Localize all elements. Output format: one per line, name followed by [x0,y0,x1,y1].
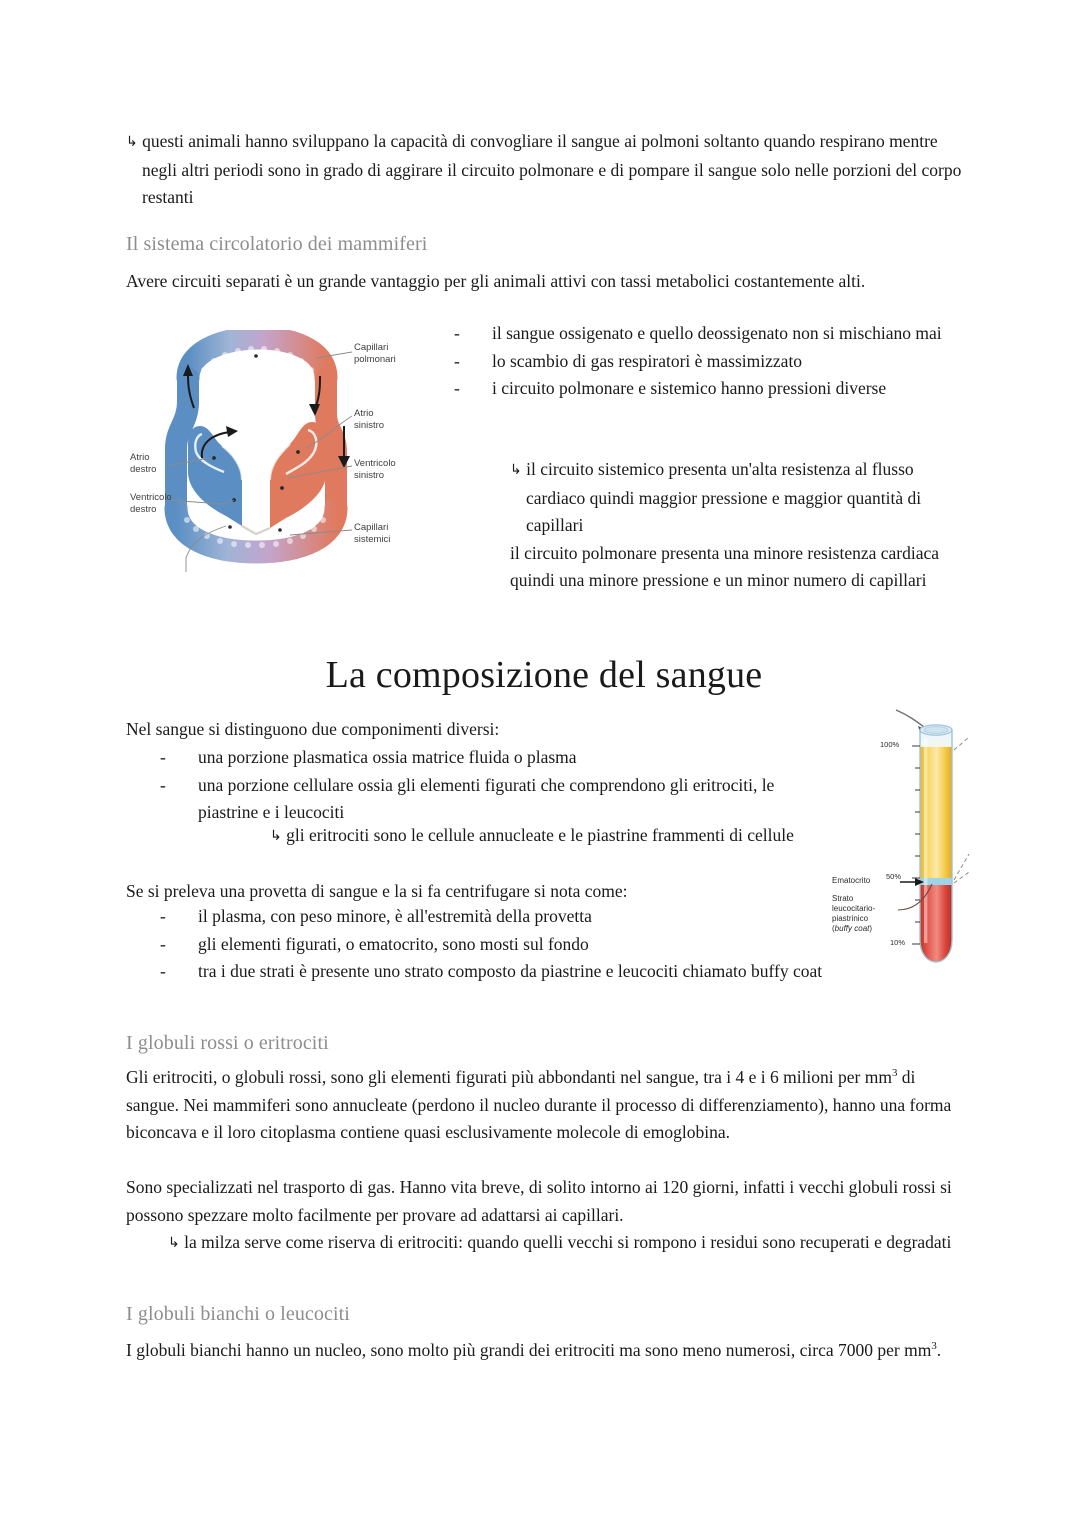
label-strato-leucocitario: Strato leucocitario- piastrinico (buffy coat) [832,894,876,933]
label-capillari-sistemici: Capillari sistemici [354,522,391,545]
blood-sub-note [126,822,826,851]
down-right-arrow-icon: ↳ [510,462,522,478]
label-buffy-coat-italic: (buffy coat) [832,924,873,933]
erythrocytes-text-b: di sangue. Nei mammiferi sono annucleate (perdono il nucleo durante il processo di differenziamento), hanno una forma biconcava e il loro citoplasma contiene quasi esclusivamente molecole di emoglobina. [126,1067,952,1142]
tube-graduation-ticks [912,746,920,944]
blood-component-list [126,744,826,827]
sub-note-text: gli eritrociti sono le cellule annucleate e le piastrine frammenti di cellule [286,825,794,845]
main-title-wrapper [126,652,962,698]
intro-sub-note [126,128,962,212]
list-item-text: i circuito polmonare e sistemico hanno pressioni diverse [492,378,887,398]
sub-note-text: la milza serve come riserva di eritrociti: quando quelli vecchi si rompono i residui sono recuperati e degradati [184,1232,952,1252]
label-capillari-polmonari: Capillari polmonari [354,342,396,365]
list-item-text: il sangue ossigenato e quello deossigenato non si mischiano mai [492,323,942,343]
list-item [420,348,960,376]
intro-sub-note-text [126,128,962,212]
list-item [126,903,856,931]
centrifuge-observation-list [126,903,856,986]
bullet-dash: - [454,323,460,343]
leukocytes-text-a: I globuli bianchi hanno un nucleo, sono molto più grandi dei eritrociti ma sono meno numerosi, circa 7000 per mm [126,1340,932,1360]
heart-apex-outline [242,526,270,534]
down-right-arrow-icon: ↳ [168,1235,180,1251]
list-item [126,772,826,827]
circulatory-sub-note [510,456,970,595]
tube-rim-inner [924,727,948,734]
list-item [420,320,960,348]
label-ventricolo-sinistro: Ventricolo sinistro [354,458,396,481]
list-item-text: il plasma, con peso minore, è all'estremità della provetta [198,906,592,926]
blood-sub-note-text [126,822,826,851]
vena-cava-vessel [176,378,188,508]
left-heart-chambers [270,422,326,528]
list-item [420,375,960,403]
bullet-dash: - [454,378,460,398]
label-ventricolo-destro: Ventricolo destro [130,492,172,515]
list-item-text: gli elementi figurati, o ematocrito, sono mosti sul fondo [198,933,589,954]
capillary-dot-top [254,354,258,358]
superscript-cubic: 3 [931,1340,937,1353]
paragraph-erythrocytes-2: Sono specializzati nel trasporto di gas. Hanno vita breve, di solito intorno ai 120 giorni, infatti i vecchi globuli rossi si possono spezzare molto facilmente per provare ad adattarsi ai capillari. [126,1177,952,1225]
capillary-dot-bottom-left [228,525,232,529]
heading-globuli-rossi: I globuli rossi o eritrociti [126,1032,329,1054]
label-atrio-sinistro: Atrio sinistro [354,408,385,431]
list-item-text: tra i due strati è presente uno strato composto da piastrine e leucociti chiamato buffy coat [198,961,823,981]
list-item-text: lo scambio di gas respiratori è massimizzato [492,350,803,371]
bullet-dash: - [160,933,166,954]
list-item [126,958,856,986]
erythrocytes-sub-note-text [126,1229,962,1258]
arrow-head-right-atrium [226,426,238,437]
heart-figure [130,330,420,575]
test-tube-figure [832,704,970,972]
heading-globuli-bianchi: I globuli bianchi o leucociti [126,1303,350,1325]
tick-50-percent: 50% [886,872,902,881]
bullet-dash: - [160,774,166,795]
bullet-dash: - [160,906,166,926]
list-item-text: una porzione plasmatica ossia matrice fluida o plasma [198,747,577,767]
superscript-cubic: 3 [891,1067,898,1080]
paragraph-erythrocytes-1 [126,1064,962,1147]
sub-note-text-1: il circuito sistemico presenta un'alta resistenza al flusso cardiaco quindi maggior pressione e maggior quantità di capillari [526,459,922,535]
bullet-dash: - [160,961,166,981]
label-atrio-destro: Atrio destro [130,452,157,475]
circulatory-sub-note-line2: il circuito polmonare presenta una minore resistenza cardiaca quindi una minore pressione e un minor numero di capillari [510,542,940,590]
erythrocytes-text-a: Gli eritrociti, o globuli rossi, sono gli elementi figurati più abbondanti nel sangue, tra i 4 e i 6 milioni per mm [126,1067,892,1087]
circulatory-bullet-list [420,320,960,403]
list-item [126,744,826,772]
page-title: La composizione del sangue [325,654,763,696]
paragraph-circuiti-separati: Avere circuiti separati è un grande vantaggio per gli animali attivi con tassi metabolici costantemente alti. [126,271,866,291]
right-atrium-dot [212,456,216,460]
left-atrium-dot [296,450,300,454]
paragraph-centrifuge-intro: Se si preleva una provetta di sangue e la si fa centrifugare si nota come: [126,881,628,901]
label-ematocrito: Ematocrito [832,876,871,885]
heading-sistema-circolatorio: Il sistema circolatorio dei mammiferi [126,233,428,255]
erythrocytes-sub-note [126,1229,962,1258]
bullet-dash: - [454,350,460,371]
leukocytes-text-b: . [936,1340,942,1360]
tick-10-percent: 10% [890,938,906,947]
left-ventricle-dot [280,486,284,490]
tick-100-percent: 100% [880,740,900,749]
list-item [126,931,856,959]
paragraph-leukocytes [126,1337,962,1365]
down-right-arrow-icon: ↳ [126,134,138,150]
aorta-vessel [326,378,336,508]
tube-highlight [924,738,927,943]
intro-text: questi animali hanno sviluppano la capacità di convogliare il sangue ai polmoni soltanto quando respirano mentre negli altri periodi sono in grado di aggirare il circuito polmonare e di pompare il sangue solo nelle porzioni del corpo restanti [142,131,962,207]
paragraph-blood-intro: Nel sangue si distinguono due componimenti diversi: [126,719,500,739]
bullet-dash: - [160,747,166,767]
capillary-dot-bottom-right [278,528,282,532]
down-right-arrow-icon: ↳ [270,828,282,844]
circulatory-sub-note-line1 [510,456,970,540]
tube-dashed-leaders [954,738,969,883]
list-item-text: una porzione cellulare ossia gli elementi figurati che comprendono gli eritrociti, le piastrine e i leucociti [198,774,775,822]
